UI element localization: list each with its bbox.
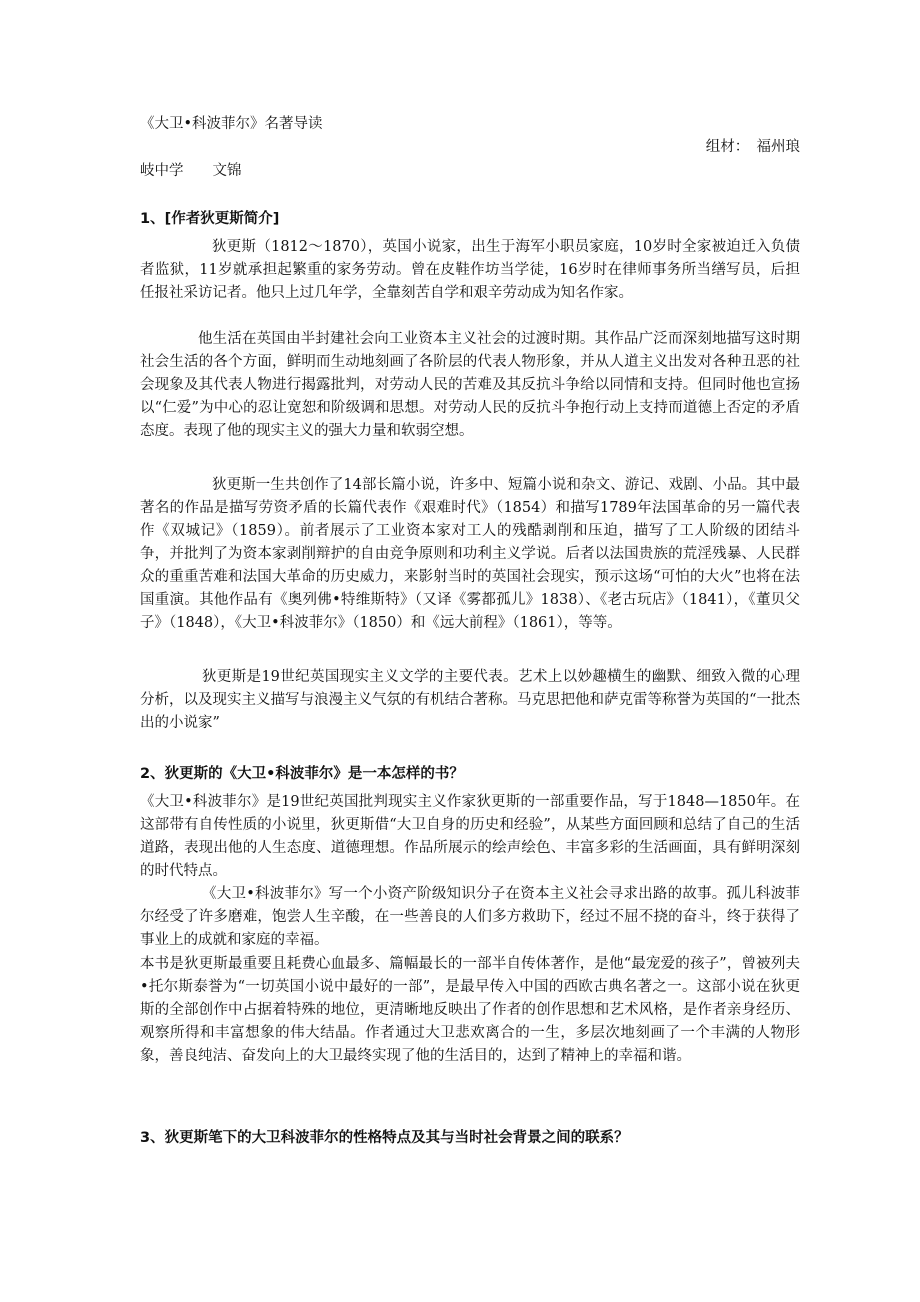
byline-left: 岐中学 文锦 (140, 163, 242, 179)
section2-paragraph-1: 《大卫•科波菲尔》是19世纪英国批判现实主义作家狄更斯的一部重要作品，写于1848—1850年。在这部带有自传性质的小说里，狄更斯借“大卫自身的历史和经验”，从某些方面回顾和总结了自己的生活道路，表现出他的人生态度、道德理想。作品所展示的绘声绘色、丰富多彩的生活画面，具有鲜明深刻的时代特点。 (140, 793, 800, 879)
section1-paragraph-2: 他生活在英国由半封建社会向工业资本主义社会的过渡时期。其作品广泛而深刻地描写这时期社会生活的各个方面，鲜明而生动地刻画了各阶层的代表人物形象，并从人道主义出发对各种丑恶的社会现象及其代表人物进行揭露批判，对劳动人民的苦难及其反抗斗争给以同情和支持。但同时他也宣扬以“仁爱”为中心的忍让宽恕和阶级调和思想。对劳动人民的反抗斗争抱行动上支持而道德上否定的矛盾态度。表现了他的现实主义的强大力量和软弱空想。 (140, 330, 800, 439)
section3-heading: 3、狄更斯笔下的大卫科波菲尔的性格特点及其与当时社会背景之间的联系？ (140, 1130, 629, 1146)
section2-paragraph-2: 《大卫•科波菲尔》写一个小资产阶级知识分子在资本主义社会寻求出路的故事。孤儿科波菲尔经受了许多磨难，饱尝人生辛酸，在一些善良的人们多方救助下，经过不屈不挠的奋斗，终于获得了事业上的成就和家庭的幸福。 (140, 885, 800, 948)
section2-paragraph-3: 本书是狄更斯最重要且耗费心血最多、篇幅最长的一部半自传体著作，是他“最宠爱的孩子”，曾被列夫•托尔斯泰誉为“一切英国小说中最好的一部”，是最早传入中国的西欧古典名著之一。这部小说在狄更斯的全部创作中占据着特殊的地位，更清晰地反映出了作者的创作思想和艺术风格，是作者亲身经历、观察所得和丰富想象的伟大结晶。作者通过大卫悲欢离合的一生，多层次地刻画了一个丰满的人物形象，善良纯洁、奋发向上的大卫最终实现了他的生活目的，达到了精神上的幸福和谐。 (140, 955, 800, 1064)
section2-heading: 2、狄更斯的《大卫•科波菲尔》是一本怎样的书？ (140, 766, 464, 782)
section1-paragraph-3: 狄更斯一生共创作了14部长篇小说，许多中、短篇小说和杂文、游记、戏剧、小品。其中最著名的作品是描写劳资矛盾的长篇代表作《艰难时代》（1854）和描写1789年法国革命的另一篇代表作《双城记》（1859）。前者展示了工业资本家对工人的残酷剥削和压迫，描写了工人阶级的团结斗争，并批判了为资本家剥削辩护的自由竞争原则和功利主义学说。后者以法国贵族的荒淫残暴、人民群众的重重苦难和法国大革命的历史威力，来影射当时的英国社会现实，预示这场“可怕的大火”也将在法国重演。其他作品有《奥列佛•特维斯特》（又译《雾都孤儿》1838）、《老古玩店》（1841），《董贝父子》（1848），《大卫•科波菲尔》（1850）和《远大前程》（1861），等等。 (140, 476, 800, 631)
section1-heading: 1、[作者狄更斯简介] (140, 211, 280, 227)
section1-paragraph-1: 狄更斯（1812～1870），英国小说家，出生于海军小职员家庭，10岁时全家被迫迁入负债者监狱，11岁就承担起繁重的家务劳动。曾在皮鞋作坊当学徒，16岁时在律师事务所当缮写员，后担任报社采访记者。他只上过几年学，全靠刻苦自学和艰辛劳动成为知名作家。 (140, 238, 800, 301)
document-title: 《大卫•科波菲尔》名著导读 (140, 116, 323, 132)
section1-paragraph-4: 狄更斯是19世纪英国现实主义文学的主要代表。艺术上以妙趣横生的幽默、细致入微的心理分析，以及现实主义描写与浪漫主义气氛的有机结合著称。马克思把他和萨克雷等称誉为英国的“一批杰出的小说家” (140, 668, 800, 731)
byline-right: 组材： 福州琅 (705, 139, 800, 155)
